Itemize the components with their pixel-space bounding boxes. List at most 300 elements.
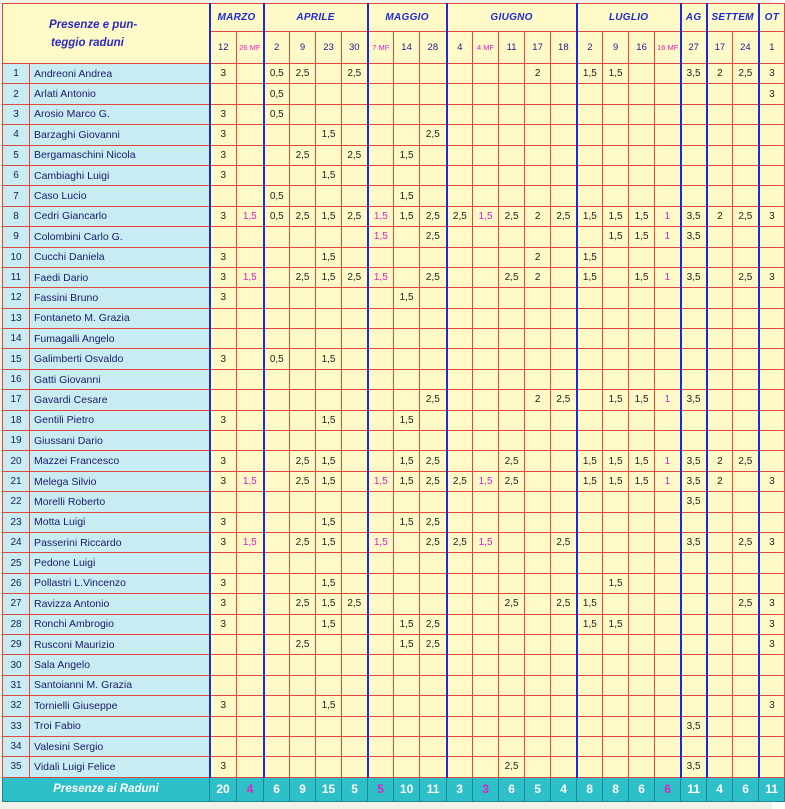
score-cell[interactable]: 2,5 xyxy=(342,64,368,84)
score-cell[interactable] xyxy=(759,492,785,512)
score-cell[interactable] xyxy=(290,349,316,369)
score-cell[interactable] xyxy=(577,125,603,145)
score-cell[interactable]: 3 xyxy=(210,594,237,614)
score-cell[interactable]: 0,5 xyxy=(264,84,290,104)
score-cell[interactable] xyxy=(342,471,368,491)
score-cell[interactable]: 2,5 xyxy=(499,757,525,777)
score-cell[interactable]: 0,5 xyxy=(264,64,290,84)
score-cell[interactable] xyxy=(447,696,473,716)
score-cell[interactable] xyxy=(525,553,551,573)
score-cell[interactable] xyxy=(368,410,394,430)
score-cell[interactable] xyxy=(316,288,342,308)
score-cell[interactable] xyxy=(655,247,681,267)
score-cell[interactable] xyxy=(290,573,316,593)
score-cell[interactable] xyxy=(733,227,759,247)
participant-name[interactable]: Barzaghi Giovanni xyxy=(30,125,210,145)
score-cell[interactable] xyxy=(577,492,603,512)
score-cell[interactable] xyxy=(629,716,655,736)
score-cell[interactable] xyxy=(733,675,759,695)
participant-name[interactable]: Giussani Dario xyxy=(30,431,210,451)
score-cell[interactable] xyxy=(420,186,447,206)
score-cell[interactable] xyxy=(681,288,707,308)
score-cell[interactable] xyxy=(655,594,681,614)
participant-name[interactable]: Galimberti Osvaldo xyxy=(30,349,210,369)
score-cell[interactable] xyxy=(342,329,368,349)
score-cell[interactable]: 1,5 xyxy=(394,614,420,634)
score-cell[interactable] xyxy=(733,634,759,654)
score-cell[interactable] xyxy=(551,308,577,328)
score-cell[interactable] xyxy=(394,329,420,349)
score-cell[interactable] xyxy=(707,125,733,145)
score-cell[interactable] xyxy=(551,492,577,512)
score-cell[interactable] xyxy=(447,410,473,430)
score-cell[interactable] xyxy=(759,451,785,471)
score-cell[interactable] xyxy=(525,675,551,695)
score-cell[interactable]: 1,5 xyxy=(237,532,264,552)
score-cell[interactable] xyxy=(655,308,681,328)
score-cell[interactable] xyxy=(368,634,394,654)
score-cell[interactable] xyxy=(290,410,316,430)
score-cell[interactable]: 1,5 xyxy=(394,145,420,165)
score-cell[interactable] xyxy=(342,512,368,532)
score-cell[interactable] xyxy=(237,431,264,451)
score-cell[interactable] xyxy=(707,349,733,369)
score-cell[interactable] xyxy=(290,369,316,389)
score-cell[interactable] xyxy=(394,655,420,675)
score-cell[interactable]: 2,5 xyxy=(420,390,447,410)
score-cell[interactable] xyxy=(577,757,603,777)
score-cell[interactable] xyxy=(394,165,420,185)
score-cell[interactable] xyxy=(316,492,342,512)
score-cell[interactable] xyxy=(551,736,577,756)
score-cell[interactable]: 2,5 xyxy=(290,267,316,287)
score-cell[interactable] xyxy=(655,186,681,206)
score-cell[interactable] xyxy=(394,390,420,410)
score-cell[interactable] xyxy=(733,614,759,634)
score-cell[interactable]: 2 xyxy=(707,451,733,471)
participant-name[interactable]: Melega Silvio xyxy=(30,471,210,491)
score-cell[interactable]: 2,5 xyxy=(420,227,447,247)
score-cell[interactable] xyxy=(290,553,316,573)
score-cell[interactable] xyxy=(681,431,707,451)
score-cell[interactable] xyxy=(264,431,290,451)
score-cell[interactable]: 3 xyxy=(759,206,785,226)
score-cell[interactable] xyxy=(264,532,290,552)
score-cell[interactable]: 3 xyxy=(759,696,785,716)
score-cell[interactable] xyxy=(525,165,551,185)
score-cell[interactable] xyxy=(577,369,603,389)
score-cell[interactable] xyxy=(551,186,577,206)
score-cell[interactable] xyxy=(577,532,603,552)
score-cell[interactable] xyxy=(551,369,577,389)
score-cell[interactable] xyxy=(394,247,420,267)
score-cell[interactable]: 3 xyxy=(759,84,785,104)
score-cell[interactable] xyxy=(473,410,499,430)
score-cell[interactable] xyxy=(733,573,759,593)
score-cell[interactable]: 2,5 xyxy=(290,634,316,654)
score-cell[interactable]: 2,5 xyxy=(733,267,759,287)
score-cell[interactable] xyxy=(264,471,290,491)
score-cell[interactable]: 3 xyxy=(759,634,785,654)
score-cell[interactable]: 2,5 xyxy=(733,206,759,226)
score-cell[interactable] xyxy=(655,288,681,308)
score-cell[interactable] xyxy=(655,64,681,84)
score-cell[interactable] xyxy=(264,716,290,736)
score-cell[interactable]: 2,5 xyxy=(499,451,525,471)
score-cell[interactable] xyxy=(264,634,290,654)
score-cell[interactable] xyxy=(551,329,577,349)
score-cell[interactable]: 2,5 xyxy=(290,471,316,491)
score-cell[interactable] xyxy=(499,492,525,512)
participant-name[interactable]: Colombini Carlo G. xyxy=(30,227,210,247)
score-cell[interactable] xyxy=(655,716,681,736)
score-cell[interactable]: 1,5 xyxy=(316,247,342,267)
score-cell[interactable]: 2,5 xyxy=(499,206,525,226)
score-cell[interactable] xyxy=(420,145,447,165)
score-cell[interactable] xyxy=(264,553,290,573)
score-cell[interactable] xyxy=(473,553,499,573)
score-cell[interactable] xyxy=(210,553,237,573)
score-cell[interactable] xyxy=(759,655,785,675)
score-cell[interactable] xyxy=(499,553,525,573)
score-cell[interactable]: 1,5 xyxy=(316,165,342,185)
score-cell[interactable] xyxy=(342,369,368,389)
score-cell[interactable] xyxy=(237,390,264,410)
score-cell[interactable] xyxy=(368,431,394,451)
score-cell[interactable] xyxy=(577,573,603,593)
score-cell[interactable]: 2 xyxy=(525,390,551,410)
participant-name[interactable]: Tornielli Giuseppe xyxy=(30,696,210,716)
score-cell[interactable] xyxy=(290,125,316,145)
score-cell[interactable] xyxy=(264,492,290,512)
score-cell[interactable] xyxy=(210,329,237,349)
score-cell[interactable] xyxy=(210,369,237,389)
score-cell[interactable] xyxy=(603,492,629,512)
score-cell[interactable] xyxy=(707,675,733,695)
score-cell[interactable]: 2 xyxy=(525,247,551,267)
participant-name[interactable]: Mazzei Francesco xyxy=(30,451,210,471)
score-cell[interactable] xyxy=(577,716,603,736)
score-cell[interactable] xyxy=(290,84,316,104)
score-cell[interactable] xyxy=(420,369,447,389)
score-cell[interactable] xyxy=(759,145,785,165)
score-cell[interactable]: 2,5 xyxy=(290,594,316,614)
score-cell[interactable] xyxy=(237,247,264,267)
score-cell[interactable]: 3,5 xyxy=(681,532,707,552)
score-cell[interactable] xyxy=(264,247,290,267)
score-cell[interactable] xyxy=(681,369,707,389)
score-cell[interactable] xyxy=(525,512,551,532)
score-cell[interactable]: 2,5 xyxy=(290,532,316,552)
score-cell[interactable] xyxy=(551,471,577,491)
score-cell[interactable] xyxy=(342,655,368,675)
score-cell[interactable] xyxy=(499,696,525,716)
score-cell[interactable] xyxy=(551,165,577,185)
score-cell[interactable]: 3 xyxy=(210,64,237,84)
score-cell[interactable] xyxy=(499,655,525,675)
score-cell[interactable] xyxy=(473,492,499,512)
score-cell[interactable] xyxy=(342,165,368,185)
score-cell[interactable] xyxy=(264,288,290,308)
score-cell[interactable] xyxy=(342,451,368,471)
score-cell[interactable]: 3,5 xyxy=(681,451,707,471)
score-cell[interactable]: 2,5 xyxy=(551,390,577,410)
score-cell[interactable] xyxy=(733,553,759,573)
score-cell[interactable] xyxy=(368,451,394,471)
score-cell[interactable] xyxy=(551,84,577,104)
score-cell[interactable] xyxy=(707,329,733,349)
score-cell[interactable] xyxy=(368,84,394,104)
score-cell[interactable]: 1,5 xyxy=(316,614,342,634)
score-cell[interactable]: 1 xyxy=(655,451,681,471)
score-cell[interactable] xyxy=(473,390,499,410)
score-cell[interactable] xyxy=(577,410,603,430)
score-cell[interactable] xyxy=(368,492,394,512)
score-cell[interactable] xyxy=(264,594,290,614)
score-cell[interactable] xyxy=(473,431,499,451)
score-cell[interactable] xyxy=(655,675,681,695)
score-cell[interactable] xyxy=(629,64,655,84)
score-cell[interactable] xyxy=(499,308,525,328)
score-cell[interactable] xyxy=(525,532,551,552)
score-cell[interactable] xyxy=(290,675,316,695)
score-cell[interactable] xyxy=(681,696,707,716)
score-cell[interactable] xyxy=(290,431,316,451)
score-cell[interactable] xyxy=(473,736,499,756)
score-cell[interactable]: 1,5 xyxy=(316,696,342,716)
score-cell[interactable] xyxy=(368,104,394,124)
score-cell[interactable] xyxy=(759,308,785,328)
score-cell[interactable]: 3,5 xyxy=(681,206,707,226)
score-cell[interactable] xyxy=(394,104,420,124)
score-cell[interactable] xyxy=(368,696,394,716)
score-cell[interactable] xyxy=(603,553,629,573)
score-cell[interactable] xyxy=(733,349,759,369)
score-cell[interactable] xyxy=(447,573,473,593)
score-cell[interactable] xyxy=(759,553,785,573)
score-cell[interactable] xyxy=(342,247,368,267)
score-cell[interactable] xyxy=(499,227,525,247)
score-cell[interactable] xyxy=(368,553,394,573)
score-cell[interactable]: 2,5 xyxy=(733,594,759,614)
score-cell[interactable] xyxy=(447,349,473,369)
score-cell[interactable] xyxy=(499,369,525,389)
score-cell[interactable] xyxy=(603,84,629,104)
score-cell[interactable] xyxy=(316,736,342,756)
score-cell[interactable] xyxy=(551,64,577,84)
score-cell[interactable] xyxy=(577,512,603,532)
score-cell[interactable] xyxy=(368,349,394,369)
score-cell[interactable] xyxy=(290,308,316,328)
score-cell[interactable] xyxy=(759,369,785,389)
score-cell[interactable] xyxy=(394,696,420,716)
score-cell[interactable] xyxy=(473,757,499,777)
score-cell[interactable] xyxy=(759,573,785,593)
score-cell[interactable] xyxy=(499,247,525,267)
score-cell[interactable]: 1,5 xyxy=(629,206,655,226)
score-cell[interactable] xyxy=(733,716,759,736)
score-cell[interactable] xyxy=(603,675,629,695)
score-cell[interactable] xyxy=(499,104,525,124)
score-cell[interactable] xyxy=(342,675,368,695)
participant-name[interactable]: Rusconi Maurizio xyxy=(30,634,210,654)
score-cell[interactable] xyxy=(577,349,603,369)
score-cell[interactable]: 1,5 xyxy=(368,206,394,226)
score-cell[interactable] xyxy=(473,594,499,614)
score-cell[interactable]: 1,5 xyxy=(577,247,603,267)
score-cell[interactable] xyxy=(629,655,655,675)
score-cell[interactable] xyxy=(759,390,785,410)
score-cell[interactable] xyxy=(551,716,577,736)
score-cell[interactable] xyxy=(237,349,264,369)
score-cell[interactable] xyxy=(447,614,473,634)
score-cell[interactable] xyxy=(210,431,237,451)
score-cell[interactable] xyxy=(577,736,603,756)
score-cell[interactable] xyxy=(603,757,629,777)
score-cell[interactable] xyxy=(707,308,733,328)
score-cell[interactable]: 2,5 xyxy=(420,614,447,634)
score-cell[interactable] xyxy=(264,329,290,349)
score-cell[interactable] xyxy=(525,757,551,777)
score-cell[interactable] xyxy=(759,104,785,124)
score-cell[interactable] xyxy=(551,634,577,654)
score-cell[interactable] xyxy=(707,288,733,308)
score-cell[interactable] xyxy=(551,512,577,532)
score-cell[interactable] xyxy=(447,329,473,349)
score-cell[interactable]: 2,5 xyxy=(420,532,447,552)
score-cell[interactable] xyxy=(655,512,681,532)
score-cell[interactable]: 2 xyxy=(525,267,551,287)
score-cell[interactable]: 3 xyxy=(210,532,237,552)
score-cell[interactable] xyxy=(525,614,551,634)
score-cell[interactable] xyxy=(655,329,681,349)
score-cell[interactable] xyxy=(394,716,420,736)
score-cell[interactable] xyxy=(394,267,420,287)
score-cell[interactable] xyxy=(264,573,290,593)
score-cell[interactable] xyxy=(237,594,264,614)
score-cell[interactable] xyxy=(290,186,316,206)
score-cell[interactable] xyxy=(420,308,447,328)
score-cell[interactable] xyxy=(681,512,707,532)
score-cell[interactable] xyxy=(603,532,629,552)
score-cell[interactable] xyxy=(603,267,629,287)
participant-name[interactable]: Bergamaschini Nicola xyxy=(30,145,210,165)
score-cell[interactable] xyxy=(447,247,473,267)
participant-name[interactable]: Sala Angelo xyxy=(30,655,210,675)
score-cell[interactable]: 3 xyxy=(210,165,237,185)
score-cell[interactable] xyxy=(447,308,473,328)
score-cell[interactable] xyxy=(316,227,342,247)
score-cell[interactable] xyxy=(447,267,473,287)
score-cell[interactable] xyxy=(629,308,655,328)
participant-name[interactable]: Vidali Luigi Felice xyxy=(30,757,210,777)
score-cell[interactable] xyxy=(394,492,420,512)
score-cell[interactable] xyxy=(394,532,420,552)
score-cell[interactable] xyxy=(681,329,707,349)
score-cell[interactable] xyxy=(264,655,290,675)
score-cell[interactable] xyxy=(655,736,681,756)
score-cell[interactable] xyxy=(420,736,447,756)
score-cell[interactable]: 3 xyxy=(210,410,237,430)
score-cell[interactable] xyxy=(368,308,394,328)
score-cell[interactable] xyxy=(316,186,342,206)
score-cell[interactable] xyxy=(342,716,368,736)
score-cell[interactable]: 1,5 xyxy=(394,288,420,308)
score-cell[interactable] xyxy=(342,614,368,634)
score-cell[interactable] xyxy=(316,431,342,451)
score-cell[interactable] xyxy=(368,390,394,410)
score-cell[interactable] xyxy=(237,512,264,532)
score-cell[interactable]: 0,5 xyxy=(264,104,290,124)
score-cell[interactable] xyxy=(447,84,473,104)
score-cell[interactable] xyxy=(707,84,733,104)
score-cell[interactable] xyxy=(577,165,603,185)
score-cell[interactable] xyxy=(473,186,499,206)
score-cell[interactable] xyxy=(707,145,733,165)
score-cell[interactable] xyxy=(551,573,577,593)
score-cell[interactable] xyxy=(342,104,368,124)
score-cell[interactable] xyxy=(681,553,707,573)
score-cell[interactable] xyxy=(473,64,499,84)
score-cell[interactable]: 2,5 xyxy=(551,206,577,226)
score-cell[interactable] xyxy=(394,369,420,389)
score-cell[interactable] xyxy=(577,675,603,695)
score-cell[interactable] xyxy=(316,369,342,389)
score-cell[interactable] xyxy=(264,614,290,634)
score-cell[interactable]: 2,5 xyxy=(420,206,447,226)
score-cell[interactable] xyxy=(733,165,759,185)
score-cell[interactable] xyxy=(420,329,447,349)
score-cell[interactable] xyxy=(577,553,603,573)
score-cell[interactable] xyxy=(499,634,525,654)
score-cell[interactable] xyxy=(420,288,447,308)
score-cell[interactable] xyxy=(237,369,264,389)
score-cell[interactable] xyxy=(237,64,264,84)
score-cell[interactable] xyxy=(603,655,629,675)
score-cell[interactable] xyxy=(733,145,759,165)
score-cell[interactable] xyxy=(420,655,447,675)
score-cell[interactable] xyxy=(473,451,499,471)
score-cell[interactable] xyxy=(420,64,447,84)
score-cell[interactable] xyxy=(394,736,420,756)
score-cell[interactable] xyxy=(681,736,707,756)
score-cell[interactable] xyxy=(237,288,264,308)
score-cell[interactable] xyxy=(551,288,577,308)
score-cell[interactable] xyxy=(525,227,551,247)
score-cell[interactable]: 2,5 xyxy=(551,594,577,614)
score-cell[interactable] xyxy=(473,288,499,308)
score-cell[interactable] xyxy=(759,736,785,756)
score-cell[interactable] xyxy=(264,125,290,145)
score-cell[interactable]: 1,5 xyxy=(237,267,264,287)
score-cell[interactable] xyxy=(420,247,447,267)
score-cell[interactable] xyxy=(655,614,681,634)
score-cell[interactable] xyxy=(603,696,629,716)
score-cell[interactable]: 1,5 xyxy=(368,227,394,247)
score-cell[interactable] xyxy=(551,104,577,124)
score-cell[interactable] xyxy=(551,655,577,675)
score-cell[interactable] xyxy=(447,390,473,410)
score-cell[interactable] xyxy=(655,349,681,369)
score-cell[interactable] xyxy=(681,634,707,654)
score-cell[interactable] xyxy=(264,512,290,532)
score-cell[interactable] xyxy=(290,247,316,267)
score-cell[interactable] xyxy=(237,757,264,777)
score-cell[interactable] xyxy=(342,390,368,410)
score-cell[interactable] xyxy=(499,64,525,84)
score-cell[interactable]: 3 xyxy=(210,573,237,593)
score-cell[interactable] xyxy=(759,512,785,532)
